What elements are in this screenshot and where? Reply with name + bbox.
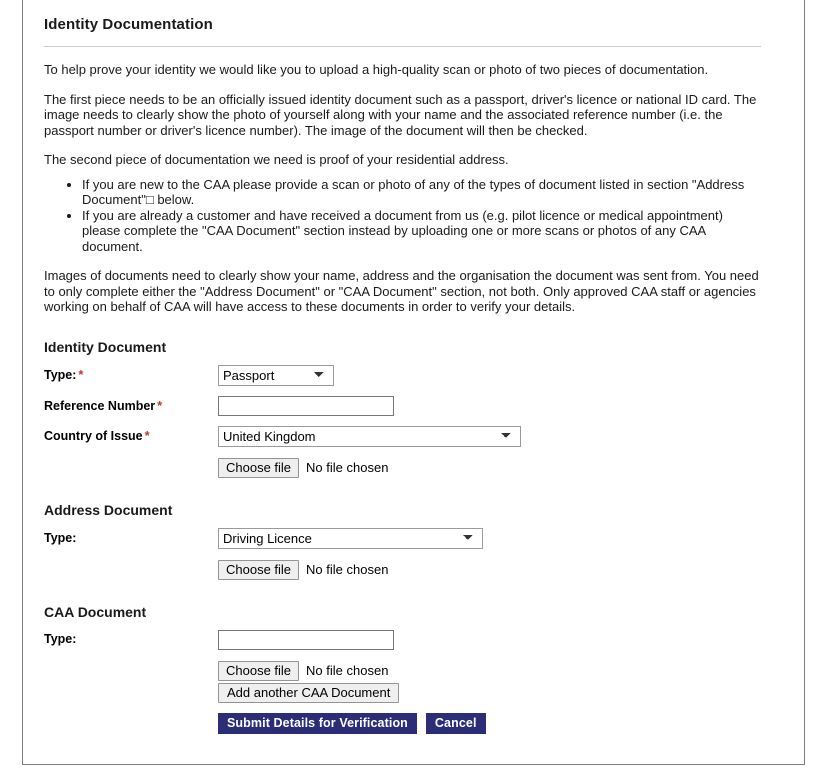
caa-document-heading: CAA Document (44, 603, 147, 620)
identity-country-label-text: Country of Issue (44, 429, 143, 443)
identity-type-label (44, 367, 218, 383)
required-asterisk: * (157, 397, 163, 413)
intro-paragraph-2: The first piece needs to be an officially issued identity document such as a passport, driver's licence or national ID card. The image needs to clearly show the photo of yourself along with your name and the associated reference number (i.e. the passport number or driver's licence number). The image of the document will then be checked. (44, 91, 757, 138)
identity-country-label (44, 428, 218, 444)
caa-add-row (44, 683, 761, 703)
submit-details-button[interactable]: Submit Details for Verification (218, 713, 417, 734)
identity-reference-label-text: Reference Number (44, 398, 156, 413)
page-right-gutter (806, 0, 817, 781)
address-type-row (44, 528, 761, 549)
identity-file-status: No file chosen (306, 459, 389, 475)
closing-paragraph: Images of documents need to clearly show your name, address and the organisation the document was sent from. You need to only complete either the "Address Document" or "CAA Document" section, not both. Only approved CAA staff or agencies working on behalf of CAA will have access to these documents in order to verify your details. (44, 268, 759, 314)
address-type-select[interactable] (218, 528, 483, 549)
form-actions (44, 713, 761, 734)
title-divider (44, 46, 761, 47)
address-file-row (44, 560, 761, 580)
caa-type-input[interactable] (218, 630, 394, 650)
caa-file-status: No file chosen (306, 662, 389, 678)
address-document-section (44, 528, 761, 580)
identity-choose-file-button[interactable]: Choose file (218, 458, 299, 478)
list-item: • If you are new to the CAA please provide a scan or photo of any of the types of document listed in section "Address Document"□ below. (82, 177, 761, 208)
identity-type-select[interactable] (218, 365, 334, 386)
identity-reference-label (44, 398, 218, 414)
identity-type-row (44, 365, 761, 386)
caa-type-label: Type: (44, 632, 77, 646)
list-item: • If you are already a customer and have received a document from us (e.g. pilot licence or medical appointment) please complete the "CAA Document" section instead by uploading one or more scans or photos of any CAA document. (82, 208, 761, 255)
caa-file-row (44, 661, 761, 681)
page-content (44, 0, 761, 734)
caa-choose-file-button[interactable]: Choose file (218, 661, 299, 681)
guidance-bullet-list (44, 177, 761, 255)
identity-document-section (44, 365, 761, 478)
required-asterisk: * (78, 367, 84, 382)
caa-document-section (44, 630, 761, 703)
address-file-status: No file chosen (306, 561, 389, 577)
cancel-button[interactable]: Cancel (426, 713, 486, 734)
intro-paragraph-3: The second piece of documentation we need is proof of your residential address. (44, 152, 509, 167)
page-left-gutter (0, 0, 22, 781)
identity-file-row (44, 458, 761, 478)
required-asterisk: * (144, 428, 150, 443)
intro-paragraph-1: To help prove your identity we would like you to upload a high-quality scan or photo of two pieces of documentation. (44, 62, 709, 77)
identity-country-select[interactable] (218, 426, 521, 447)
identity-reference-row (44, 396, 761, 416)
add-another-caa-document-button[interactable]: Add another CAA Document (218, 683, 399, 703)
page-title: Identity Documentation (44, 16, 213, 33)
identity-type-label-text: Type: (44, 368, 77, 382)
identity-reference-input[interactable] (218, 396, 394, 416)
identity-document-heading: Identity Document (44, 338, 167, 355)
address-document-heading: Address Document (44, 501, 173, 518)
address-choose-file-button[interactable]: Choose file (218, 560, 299, 580)
address-type-label: Type: (44, 530, 77, 545)
identity-country-row (44, 426, 761, 447)
caa-type-row (44, 630, 761, 650)
